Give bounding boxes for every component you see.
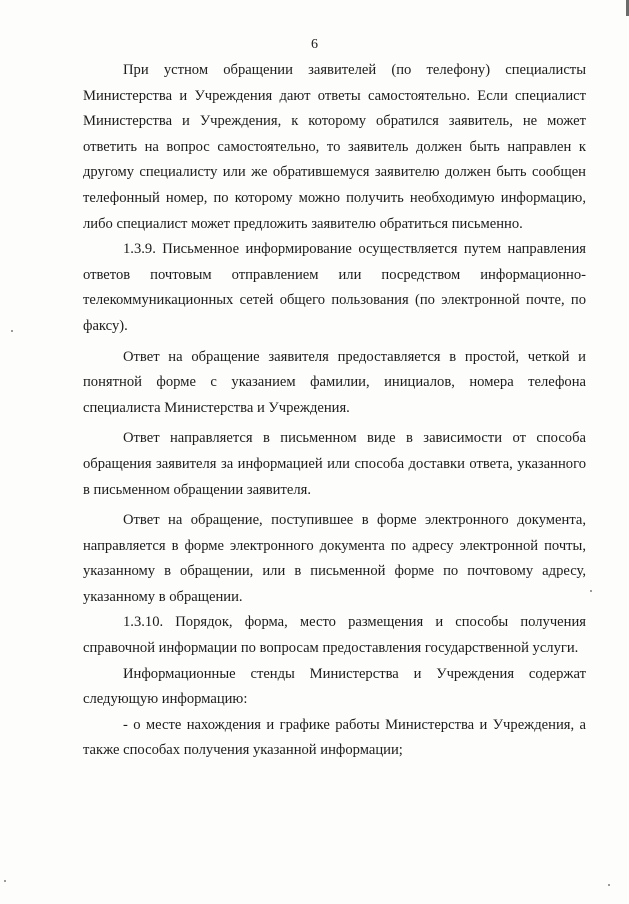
list-item-location-schedule: - о месте нахождения и графике работы Министерства и Учреждения, а также способах получения указанной информации; — [83, 716, 586, 759]
paragraph-answer-form: Ответ на обращение заявителя предоставляется в простой, четкой и понятной форме с указанием фамилии, инициалов, номера телефона специалиста Министерства и Учреждения. — [83, 348, 586, 416]
paragraph-written-information: 1.3.9. Письменное информирование осуществляется путем направления ответов почтовым отправлением или посредством информационно-телекоммуникационных сетей общего пользования (по электронной почте, по факсу). — [83, 241, 586, 334]
paragraph-answer-delivery: Ответ направляется в письменном виде в зависимости от способа обращения заявителя за информацией или способа доставки ответа, указанного в письменном обращении заявителя. — [83, 430, 586, 498]
document-body — [83, 58, 586, 764]
paragraph-oral-inquiry: При устном обращении заявителей (по телефону) специалисты Министерства и Учреждения дают ответы самостоятельно. Если специалист Министерства и Учреждения, к которому обратился заявитель, не может ответить на вопрос самостоятельно, то заявитель должен быть направлен к другому специалисту или же обратившемуся заявителю должен быть сообщен телефонный номер, по которому можно получить необходимую информацию, либо специалист может предложить заявителю обратиться письменно. — [83, 62, 586, 232]
scan-speck — [4, 880, 6, 882]
paragraph-electronic-answer: Ответ на обращение, поступившее в форме электронного документа, направляется в форме электронного документа по адресу электронной почты, указанному в обращении, или в письменной форме по почтовому адресу, указанному в обращении. — [83, 512, 586, 605]
paragraph-info-stands: Информационные стенды Министерства и Учреждения содержат следующую информацию: — [83, 665, 586, 708]
page-number: 6 — [311, 37, 318, 52]
scan-speck — [590, 590, 592, 592]
scan-speck — [608, 884, 610, 886]
paragraph-reference-info: 1.3.10. Порядок, форма, место размещения и способы получения справочной информации по вопросам предоставления государственной услуги. — [83, 614, 586, 657]
scan-speck — [11, 330, 13, 332]
